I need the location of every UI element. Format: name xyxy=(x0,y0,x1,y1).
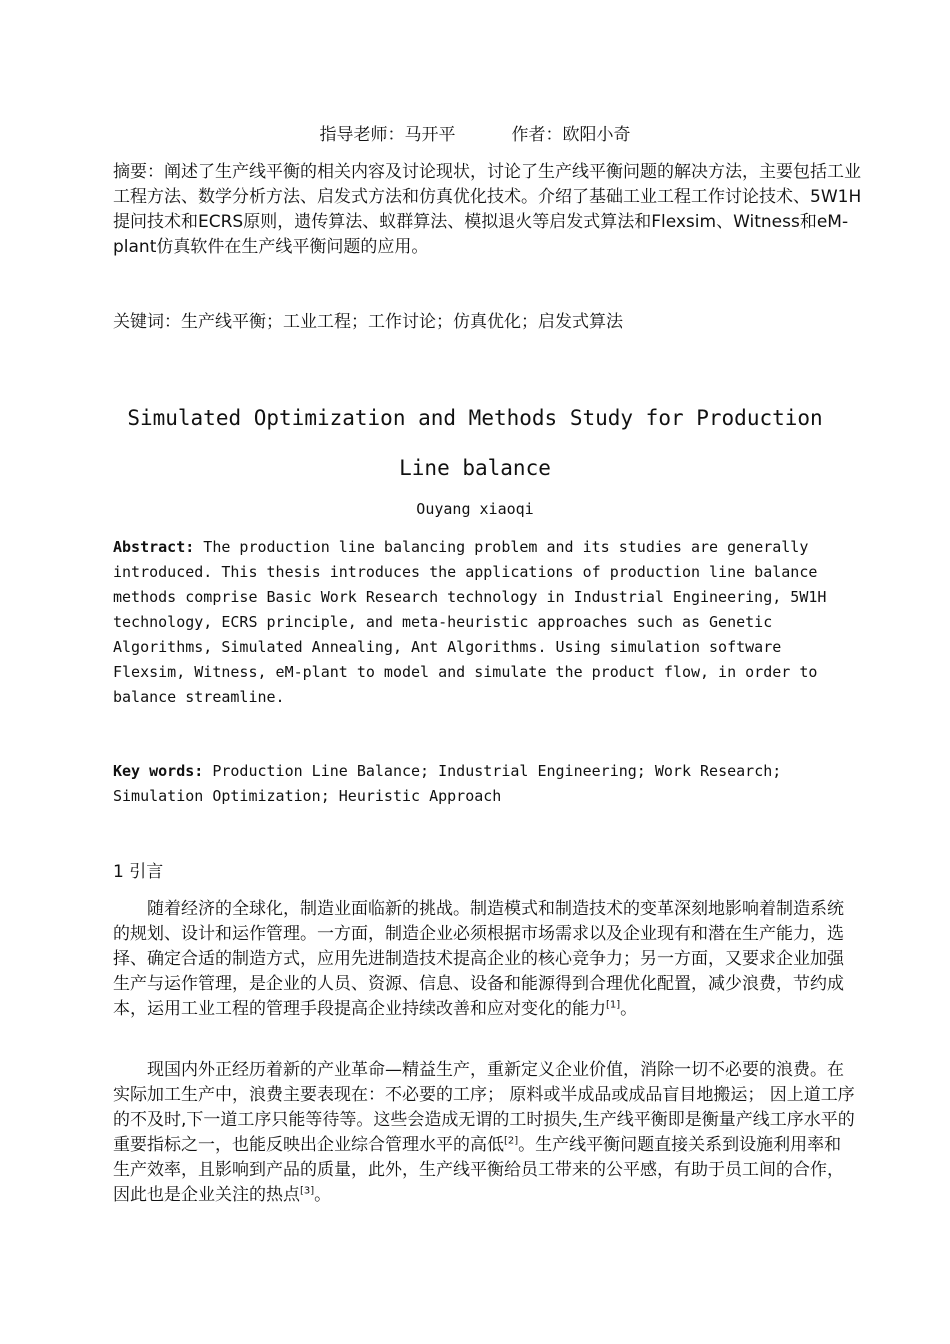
citation-ref-2: [2] xyxy=(504,1135,519,1147)
paragraph-1-text: 随着经济的全球化，制造业面临新的挑战。制造模式和制造技术的变革深刻地影响着制造系统的规划、设计和运作管理。一方面，制造企业必须根据市场需求以及企业现有和潜在生产能力，选择、确定合适的制造方式，应用先进制造技术提高企业的核心竞争力；另一方面，又要求企业加强生产与运作管理，是企业的人员、资源、信息、设备和能源得到合理优化配置，减少浪费，节约成本，运用工业工程的管理手段提高企业持续改善和应对变化的能力 xyxy=(113,899,844,1019)
english-abstract-text: The production line balancing problem and its studies are generally introduced. This thesis introduces the applications of production line balance methods comprise Basic Work Research technology in Industrial Engineering, 5W1H technology, ECRS principle, and meta-heuristic approaches such as Genetic Algorithms, Simulated Annealing, Ant Algorithms. Using simulation software Flexsim, Witness, eM-plant to model and simulate the product flow, in order to balance streamline. xyxy=(113,538,827,706)
english-title-line2: Line balance xyxy=(399,456,551,480)
paragraph-2-text-b: 。生产线平衡问题直接关系到设施利用率和生产效率，且影响到产品的质量，此外，生产线平衡给员工带来的公平感，有助于员工间的合作，因此也是企业关注的热点 xyxy=(113,1135,844,1205)
advisor-name: 指导老师：马开平 xyxy=(319,125,456,145)
english-abstract-label: Abstract: xyxy=(113,538,195,556)
english-keywords-text: Production Line Balance; Industrial Engineering; Work Research; Simulation Optimization; Heuristic Approach xyxy=(113,762,782,805)
english-keywords xyxy=(113,759,858,809)
introduction-paragraph-1 xyxy=(113,897,858,1022)
english-title xyxy=(60,393,890,493)
paragraph-1-end: 。 xyxy=(620,999,638,1019)
chinese-abstract: 摘要：阐述了生产线平衡的相关内容及讨论现状，讨论了生产线平衡问题的解决方法，主要包括工业工程方法、数学分析方法、启发式方法和仿真优化技术。介绍了基础工业工程工作讨论技术、5W1H提问技术和ECRS原则，遗传算法、蚁群算法、模拟退火等启发式算法和Flexsim、Witness和eM-plant仿真软件在生产线平衡问题的应用。 xyxy=(113,162,862,257)
paragraph-2-end: 。 xyxy=(314,1185,332,1205)
advisor-author-line xyxy=(0,123,950,147)
introduction-paragraph-2 xyxy=(113,1058,858,1208)
citation-ref-3: [3] xyxy=(300,1185,315,1197)
paragraph-2-text-a: 现国内外正经历着新的产业革命—精益生产，重新定义企业价值，消除一切不必要的浪费。在实际加工生产中，浪费主要表现在：不必要的工序； 原料或半成品或成品盲目地搬运； 因上道工序的不及时,下一道工序只能等待等。这些会造成无谓的工时损失,生产线平衡即是衡量产线工序水平的重要指标之一，也能反映出企业综合管理水平的高低 xyxy=(113,1060,855,1155)
chinese-keywords: 关键词：生产线平衡；工业工程；工作讨论；仿真优化；启发式算法 xyxy=(113,312,623,332)
english-author: Ouyang xiaoqi xyxy=(416,500,534,518)
english-abstract xyxy=(113,535,858,710)
author-name: 作者：欧阳小奇 xyxy=(511,125,631,145)
citation-ref-1: [1] xyxy=(606,999,621,1011)
english-title-line1: Simulated Optimization and Methods Study for Production xyxy=(127,406,823,430)
english-keywords-label: Key words: xyxy=(113,762,204,780)
section-heading-introduction: 1 引言 xyxy=(113,862,164,882)
